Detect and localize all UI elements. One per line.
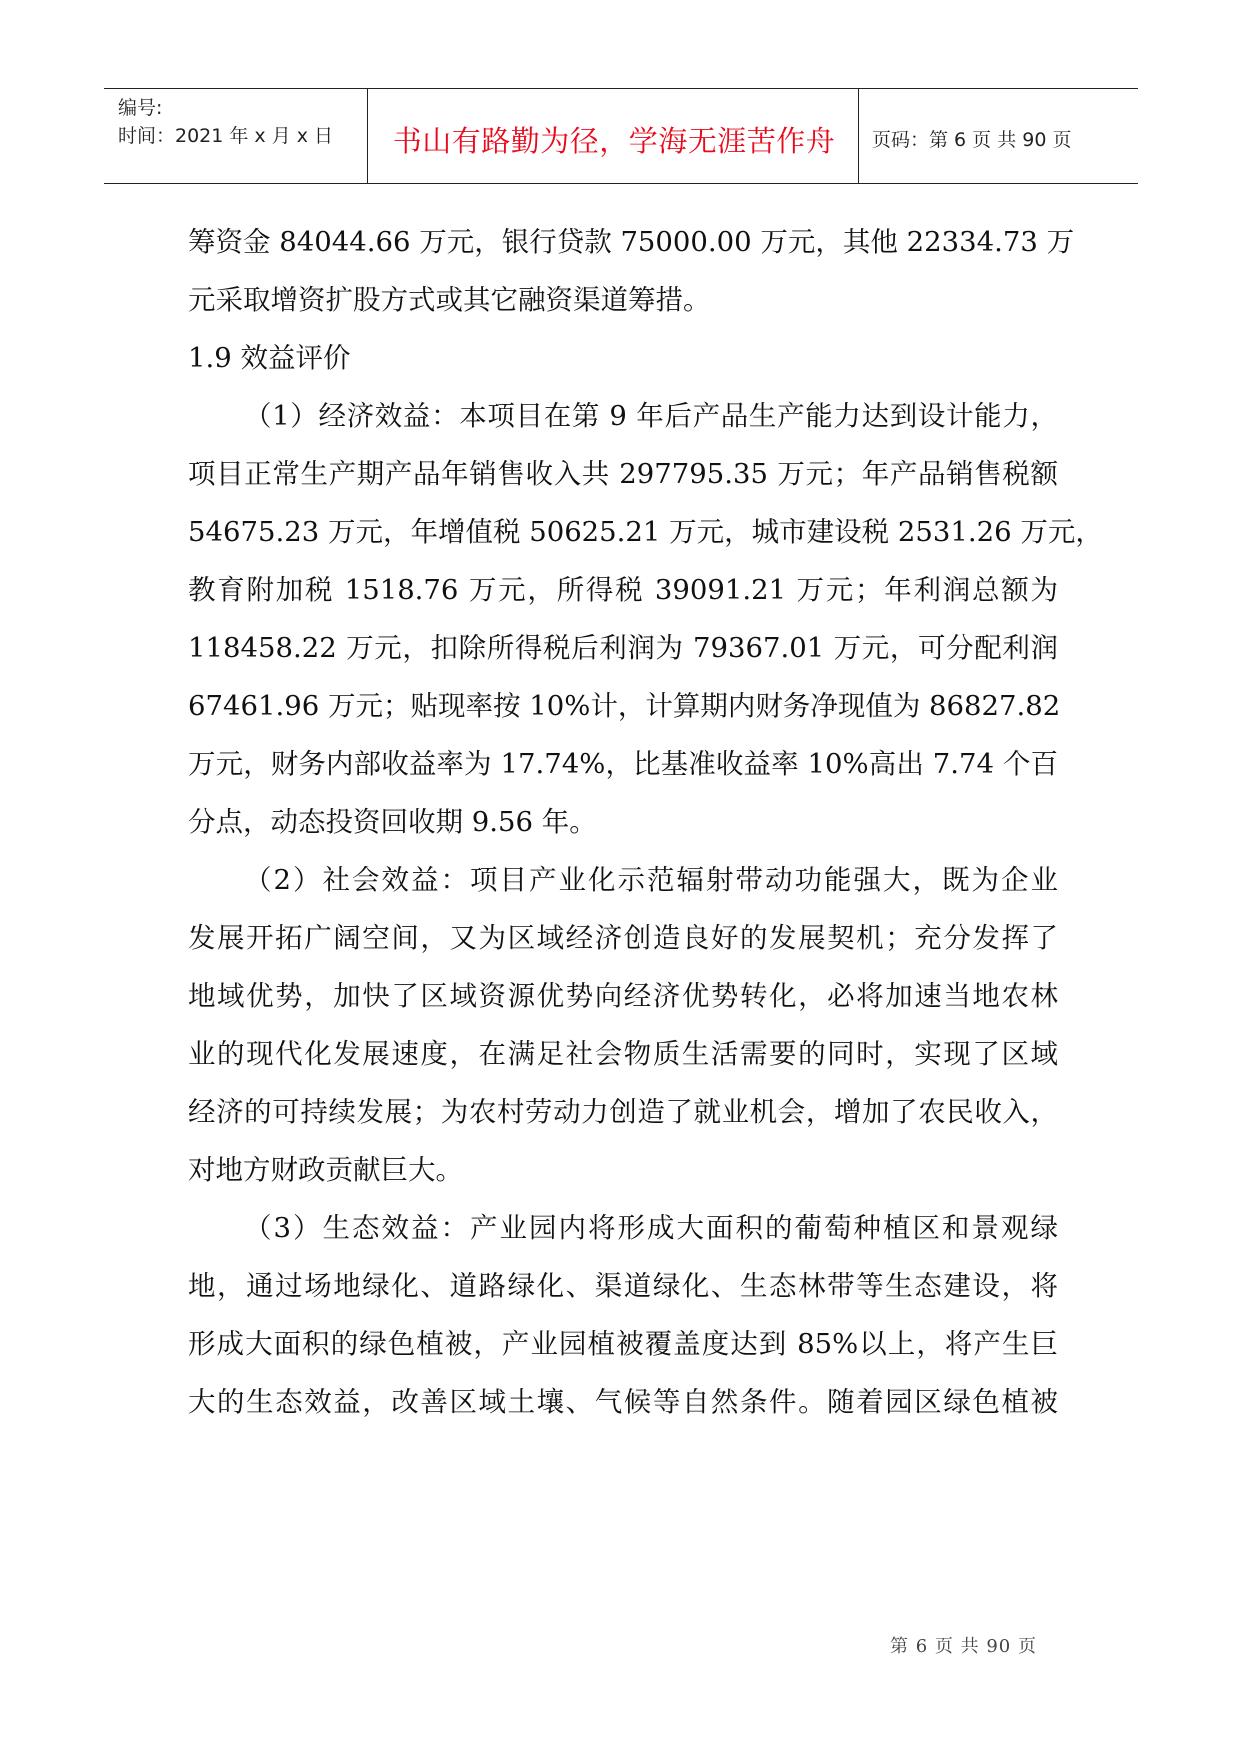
text-line: 教育附加税 1518.76 万元，所得税 39091.21 万元；年利润总额为	[188, 574, 1058, 606]
text-line: 发展开拓广阔空间，又为区域经济创造良好的发展契机；充分发挥了	[188, 922, 1058, 954]
text-line: 地，通过场地绿化、道路绿化、渠道绿化、生态林带等生态建设，将	[188, 1270, 1058, 1302]
text-line: 万元，财务内部收益率为 17.74%，比基准收益率 10%高出 7.74 个百	[188, 748, 1058, 780]
header-divider	[858, 89, 859, 183]
text-line: 对地方财政贡献巨大。	[188, 1154, 463, 1186]
page-header	[104, 88, 1138, 184]
text-line: 118458.22 万元，扣除所得税后利润为 79367.01 万元，可分配利润	[188, 632, 1058, 664]
header-divider	[367, 89, 368, 183]
text-line: 经济的可持续发展；为农村劳动力创造了就业机会，增加了农民收入，	[188, 1096, 1058, 1128]
document-date-label: 时间：2021 年 x 月 x 日	[118, 125, 334, 147]
paragraph-first-line: （2）社会效益：项目产业化示范辐射带动功能强大，既为企业	[244, 864, 1058, 896]
text-line: 分点，动态投资回收期 9.56 年。	[188, 806, 597, 838]
document-number-label: 编号:	[118, 97, 163, 119]
text-line: 形成大面积的绿色植被，产业园植被覆盖度达到 85%以上，将产生巨	[188, 1328, 1058, 1360]
text-line: 67461.96 万元；贴现率按 10%计，计算期内财务净现值为 86827.82	[188, 690, 1061, 722]
section-heading: 1.9 效益评价	[188, 342, 351, 374]
text-line: 地域优势，加快了区域资源优势向经济优势转化，必将加速当地农林	[188, 980, 1058, 1012]
paragraph-first-line: （1）经济效益：本项目在第 9 年后产品生产能力达到设计能力，	[244, 400, 1058, 432]
text-line: 筹资金 84044.66 万元，银行贷款 75000.00 万元，其他 22334.73 万	[188, 226, 1075, 258]
header-motto: 书山有路勤为径，学海无涯苦作舟	[392, 124, 836, 158]
text-line: 大的生态效益，改善区域土壤、气候等自然条件。随着园区绿色植被	[188, 1386, 1058, 1418]
text-line: 项目正常生产期产品年销售收入共 297795.35 万元；年产品销售税额	[188, 458, 1058, 490]
text-line: 54675.23 万元，年增值税 50625.21 万元，城市建设税 2531.26 万元，	[188, 516, 1103, 548]
text-line: 元采取增资扩股方式或其它融资渠道筹措。	[188, 284, 711, 316]
text-line: 业的现代化发展速度，在满足社会物质生活需要的同时，实现了区域	[188, 1038, 1058, 1070]
page-footer: 第 6 页 共 90 页	[890, 1636, 1037, 1657]
header-page-number: 页码：第 6 页 共 90 页	[872, 129, 1072, 151]
paragraph-first-line: （3）生态效益：产业园内将形成大面积的葡萄种植区和景观绿	[244, 1212, 1058, 1244]
